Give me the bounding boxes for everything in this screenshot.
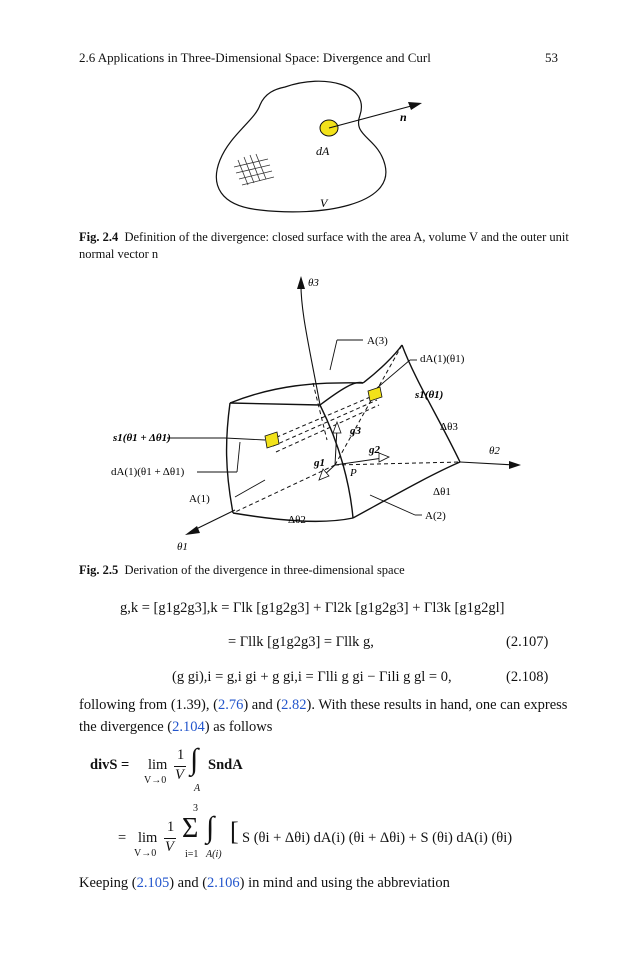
- equation-2-number: (2.107): [506, 634, 549, 650]
- text-run: following from (1.39), (: [79, 697, 218, 713]
- label-s1-theta1-dt: s1(θ1 + Δθ1): [113, 432, 171, 444]
- text-run: ) in mind and using the abbreviation: [239, 875, 450, 891]
- caption-label: Fig. 2.5: [79, 563, 119, 577]
- label-n: n: [400, 110, 407, 124]
- caption-fig-2-5: [79, 562, 569, 579]
- section-title: 2.6 Applications in Three-Dimensional Space: Divergence and Curl: [79, 50, 431, 65]
- bracket-content: S (θi + Δθi) dA(i) (θi + Δθi) + S (θi) dA(i) (θi): [242, 830, 513, 846]
- label-dtheta1: Δθ1: [433, 486, 451, 498]
- label-V: V: [320, 196, 328, 210]
- lim-sub-1: V→0: [144, 775, 167, 786]
- label-dtheta2: Δθ2: [288, 514, 306, 526]
- running-header: [79, 50, 431, 66]
- theta1-arrowhead: [185, 526, 200, 535]
- patch-theta1: [368, 387, 382, 401]
- lim-sub-2: V→0: [134, 848, 157, 859]
- integrand: SndA: [208, 757, 243, 773]
- lim-1: lim: [148, 757, 168, 773]
- g2-arrowhead: [379, 453, 389, 462]
- caption-text: Derivation of the divergence in three-dimensional space: [124, 563, 405, 577]
- equals-sign: =: [118, 830, 127, 846]
- text-run: ) and (: [243, 697, 282, 713]
- text-run: ) as follows: [204, 719, 273, 735]
- text-run: ). With these results in hand, one can express: [306, 697, 568, 713]
- equation-3: (g gi),i = g,i gi + g gi,i = Γlli g gi − Γili g gl = 0,: [172, 669, 452, 685]
- caption-fig-2-4: [79, 229, 569, 263]
- theta2-arrowhead: [509, 461, 521, 469]
- int-sub-2: A(i): [206, 849, 222, 860]
- divergence-equation: [90, 745, 570, 865]
- equation-2: = Γllk [g1g2g3] = Γllk g,: [228, 634, 374, 650]
- closing-paragraph: [79, 872, 569, 894]
- surface-grid: [234, 154, 274, 185]
- label-dtheta3: Δθ3: [440, 421, 458, 433]
- label-A3: A(3): [367, 335, 388, 347]
- caption-label: Fig. 2.4: [79, 230, 119, 244]
- ref-2-82[interactable]: 2.82: [281, 697, 307, 713]
- text-run: ) and (: [169, 875, 208, 891]
- label-A1: A(1): [189, 493, 210, 505]
- volume-box: [227, 345, 460, 521]
- div-lhs: divS =: [90, 757, 130, 773]
- figure-2-4: [200, 75, 460, 220]
- text-run: Keeping (: [79, 875, 137, 891]
- label-g3: g3: [350, 425, 361, 437]
- g3-arrowhead: [333, 422, 341, 433]
- body-paragraph: [79, 694, 569, 738]
- label-s1-theta1: s1(θ1): [415, 389, 444, 401]
- label-dA: dA: [316, 144, 330, 158]
- sum-top: 3: [193, 803, 198, 814]
- bracket-open: [: [230, 817, 239, 846]
- equation-3-number: (2.108): [506, 669, 549, 685]
- integral-sign-1: ∫: [190, 743, 199, 776]
- int-sub-1: A: [194, 783, 201, 794]
- page-number: 53: [545, 50, 558, 65]
- caption-text-1: Definition of the divergence: closed surface with the area A, volume V and the outer unit: [124, 230, 569, 244]
- label-g1: g1: [314, 457, 325, 469]
- frac-num-2: 1: [167, 819, 175, 835]
- text-run: the divergence (: [79, 719, 173, 735]
- ref-2-105[interactable]: 2.105: [136, 875, 170, 891]
- normal-arrowhead: [408, 102, 422, 110]
- equation-1: g,k = [g1g2g3],k = Γlk [g1g2g3] + Γl2k [g1g2g3] + Γl3k [g1g2gl]: [120, 600, 505, 616]
- frac-den-1: V: [175, 767, 184, 783]
- integral-sign-2: ∫: [206, 811, 215, 844]
- label-dA1-theta1-dt: dA(1)(θ1 + Δθ1): [111, 466, 185, 478]
- ref-2-104[interactable]: 2.104: [172, 719, 205, 735]
- label-g2: g2: [369, 444, 380, 456]
- label-P: P: [350, 467, 357, 479]
- closed-surface: [216, 81, 386, 212]
- label-dA1-theta1: dA(1)(θ1): [420, 353, 465, 365]
- lim-2: lim: [138, 830, 158, 846]
- figure-2-5: [105, 270, 535, 560]
- label-A2: A(2): [425, 510, 446, 522]
- label-theta1: θ1: [177, 541, 188, 553]
- frac-den-2: V: [165, 839, 174, 855]
- theta3-arrowhead: [297, 276, 305, 289]
- frac-num-1: 1: [177, 747, 185, 763]
- sum-bottom: i=1: [185, 849, 199, 860]
- ref-2-76[interactable]: 2.76: [217, 697, 244, 713]
- g1-arrowhead: [319, 469, 329, 480]
- patch-theta1-dt: [265, 432, 279, 448]
- ref-2-106[interactable]: 2.106: [207, 875, 240, 891]
- caption-text-2: normal vector n: [79, 247, 159, 261]
- sum-sign: Σ: [182, 813, 199, 844]
- label-theta3: θ3: [308, 277, 319, 289]
- hidden-edges: [233, 345, 460, 513]
- label-theta2: θ2: [489, 445, 500, 457]
